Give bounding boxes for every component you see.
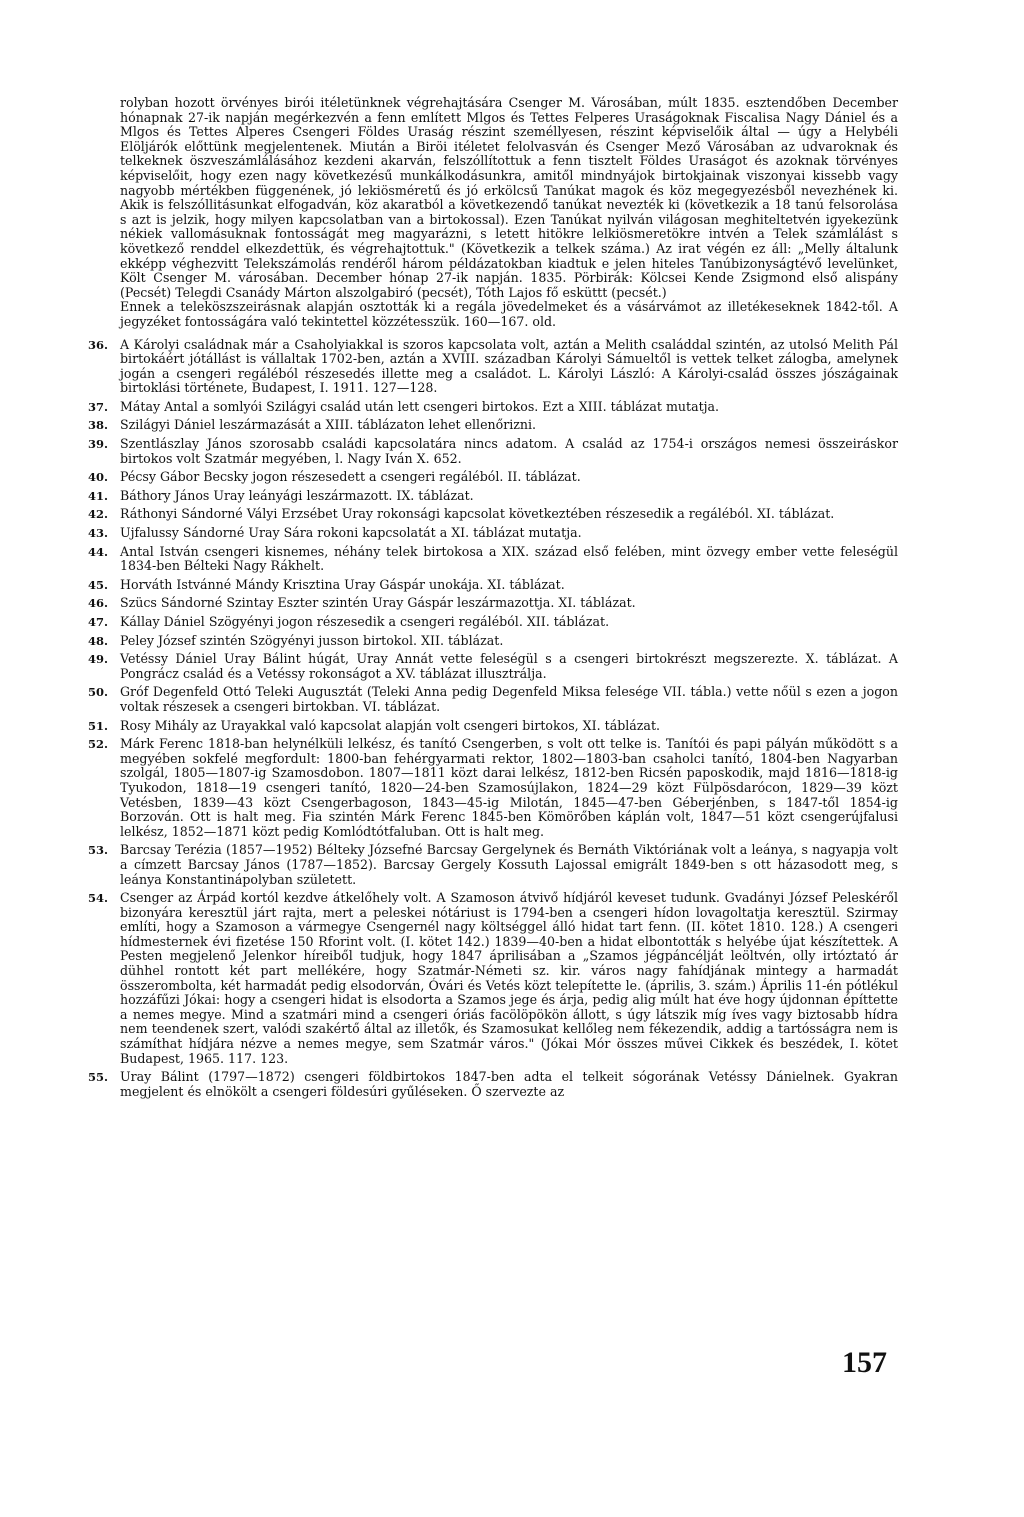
- footnote-number: 44.: [88, 544, 109, 559]
- footnote-51: [88, 717, 898, 734]
- intro-text: [120, 96, 898, 330]
- footnote-text: Horváth Istvánné Mándy Krisztina Uray Gáspár unokája. XI. táblázat.: [120, 576, 565, 592]
- footnote-text: Antal István csengeri kisnemes, néhány telek birtokosa a XIX. század első felében, mint özvegy ember vette feleségül 1834-ben Bélteki Nagy Rákhelt.: [120, 543, 898, 574]
- footnote-text: Csenger az Árpád kortól kezdve átkelőhely volt. A Szamoson átvivő hídjáról keveset tudunk. Gvadányi József Peleskéről bizonyára keresztül járt rajta, mert a peleskei nótáriust is 1794-ben a csengeri hídon lovagoltatja keresztül. Szirmay említi, hogy a Szamoson a vármegye Csengernél nagy költséggel álló hidat tart fenn. (II. kötet 1810. 128.) A csengeri hídmesternek évi fizetése 150 Rforint volt. (I. kötet 142.) 1839—40-ben a hidat elbontották s helyébe újat készítettek. A Pesten megjelenő Jelenkor híreiből tudjuk, hogy 1847 áprilisában a „Szamos jégpáncélját leöltvén, olly irtóztató ár dühhel rontott két part mellékére, hogy Szatmár-Németi sz. kir. város nagy fahídjának mintegy a harmadát összerombolta, két harmadát pedig elsodorván, Óvári és Vetés közt telepítette le. (április, 3. szám.) Április 11-én pótlékul hozzáfűzi Jókai: hogy a csengeri hidat is elsodorta a Szamos jege és árja, pedig alig múlt hat éve hogy újdonnan építtette a nemes megye. Mind a szatmári mind a csengeri óriás facölöpökön állott, s úgy látszik míg íves vagy biztosabb hídra nem teendenek szert, valódi szakértő által az illetők, és Szamosukat kellőleg nem fékezendik, addig a tartósságra nem is számíthat hídjára nézve a nemes megye, sem Szatmár város." (Jókai Mór összes művei Cikkek és beszédek, I. kötet Budapest, 1965. 117. 123.: [120, 890, 898, 1066]
- footnote-number: 55.: [88, 1070, 109, 1085]
- footnote-number: 37.: [88, 399, 109, 414]
- footnote-45: [88, 576, 898, 593]
- footnote-number: 42.: [88, 507, 109, 522]
- footnote-number: 43.: [88, 526, 109, 541]
- footnote-50: [88, 684, 898, 714]
- intro-paragraph: rolyban hozott örvényes birói itéletünknek végrehajtására Csenger M. Városában, múlt 1835. esztendőben December hónapnak 27-ik napján megérkezvén a fenn említett Mlgos és Tettes Felperes Uraságoknak Fiscalisa Nagy Dániel és a Mlgos és Tettes Alperes Csengeri Földes Uraság részint személlyesen, részint képviselőik által — úgy a Helybéli Elöljárók előttünk megjelentenek. Miután a Biröi itéletet felolvasván és Csenger Mező Városában az udvaroknak és telkeknek öszveszámlálásához kezdeni akarván, felszóllítottuk a fenn tisztelt Földes Uraságot és azoknak törvényes képviselőit, hogy ezen nagy következésű munkálkodásunkra, amitől mindnyájok birtokjainak viszonyai kissebb vagy nagyobb mértékben függenének, jó lekiösméretű és jó erkölcsű Tanúkat magok és köz megegyezésből nevezhének ki. Akik is felszóllitásunkat elfogadván, köz akaratból a következendő tanúkat nevezték ki (következik a 18 tanú felsorolása s azt is jelzik, hogy milyen kapcsolatban van a birtokossal). Ezen Tanúkat nyilván világosan meghiteltetvén igyekezünk nékiek vallomásuknak fontosságát meg magyarázni, s letett hitökre lelkiösmeretökre intvén a Telek számlálást s következő renddel elkezdettük, és végrehajtottuk." (Következik a telkek száma.) Az irat végén ez áll: „Melly általunk ekképp véghezvitt Telekszámolás rendéről három példázatokban kiadtuk e jelen hiteles Tanúbizonyságtévő levelünket, Költ Csenger M. városában. December hónap 27-ik napján. 1835. Pörbirák: Kölcsei Kende Zsigmond első alispány (Pecsét) Telegdi Csanády Márton alszolgabiró (pecsét), Tóth Lajos fő esküttt (pecsét.): [120, 95, 898, 300]
- footnote-number: 47.: [88, 615, 109, 629]
- footnote-text: Mátay Antal a somlyói Szilágyi család után lett csengeri birtokos. Ezt a XIII. táblázat mutatja.: [120, 398, 720, 414]
- page-number: 157: [842, 1346, 887, 1379]
- footnote-40: [88, 469, 898, 485]
- footnote-number: 53.: [88, 843, 109, 858]
- footnote-39: [88, 436, 898, 466]
- footnote-number: 45.: [88, 577, 109, 592]
- footnote-53: [88, 842, 898, 887]
- footnote-text: Rosy Mihály az Urayakkal való kapcsolat alapján volt csengeri birtokos, XI. táblázat.: [120, 717, 661, 733]
- document-page: [88, 95, 898, 1103]
- footnote-number: 49.: [88, 652, 109, 667]
- footnote-43: [88, 525, 898, 541]
- footnote-41: [88, 487, 898, 504]
- footnote-47: [88, 614, 898, 630]
- footnote-46: [88, 595, 898, 611]
- footnotes-list: [88, 336, 898, 1100]
- footnote-text: Pécsy Gábor Becsky jogon részesedett a csengeri regáléból. II. táblázat.: [120, 469, 581, 485]
- footnote-number: 54.: [88, 891, 109, 906]
- intro-paragraph: Ennek a teleköszszeirásnak alapján osztották ki a regála jövedelmeket és a vásárvámot az illetékeseknek 1842-től. A jegyzéket fontosságára való tekintettel közzétesszük. 160—167. old.: [120, 299, 898, 329]
- footnote-text: Szilágyi Dániel leszármazását a XIII. táblázaton lehet ellenőrizni.: [120, 417, 537, 433]
- footnote-number: 40.: [88, 470, 109, 485]
- footnote-37: [88, 398, 898, 415]
- footnote-number: 38.: [88, 418, 109, 433]
- footnote-36: [88, 336, 898, 396]
- footnote-text: Szentlászlay János szorosabb családi kapcsolatára nincs adatom. A család az 1754-i országos nemesi összeiráskor birtokos volt Szatmár megyében, l. Nagy Iván X. 652.: [120, 436, 898, 466]
- footnote-38: [88, 417, 898, 433]
- footnote-number: 48.: [88, 633, 109, 648]
- footnote-number: 50.: [88, 685, 109, 700]
- footnote-text: Márk Ferenc 1818-ban helynélküli lelkész, és tanító Csengerben, s volt ott telke is. Tanítói és papi pályán működött s a megyében sokfelé megfordult: 1800-ban fehérgyarmati rektor, 1802—1803-ban csaholci tanító, 1804-ben Nagyarban szolgál, 1805—1807-ig Szamosdobon. 1807—1811 közt darai lelkész, 1812-ben Ricsén paposkodik, majd 1816—1818-ig Tyukodon, 1818—19 csengeri tanító, 1820—24-ben Szamosújlakon, 1824—29 közt Fülpösdarócon, 1829—39 közt Vetésben, 1839—43 közt Csengerbagoson, 1843—45-ig Milotán, 1845—47-ben Géberjénben, s 1847-től 1854-ig Borzován. Ott is halt meg. Fia szintén Márk Ferenc 1845-ben Kömörőben káplán volt, 1847—51 közt csengerújfalusi lelkész, 1852—1871 közt pedig Komlódtótfaluban. Ott is halt meg.: [120, 736, 898, 839]
- footnote-text: Uray Bálint (1797—1872) csengeri földbirtokos 1847-ben adta el telkeit sógorának Vetéssy Dánielnek. Gyakran megjelent és elnökölt a csengeri földesúri gyűléseken. Ő szervezte az: [120, 1069, 898, 1099]
- footnote-text: Ujfalussy Sándorné Uray Sára rokoni kapcsolatát a XI. táblázat mutatja.: [120, 525, 582, 541]
- footnote-number: 46.: [88, 596, 109, 611]
- footnote-text: Barcsay Terézia (1857—1952) Bélteky Józsefné Barcsay Gergelynek és Bernáth Viktóriának volt a leánya, s nagyapja volt a címzett Barcsay János (1787—1852). Barcsay Gergely Kossuth Lajossal emigrált 1849-ben s ott házasodott meg, s leánya Konstantinápolyban született.: [120, 842, 898, 887]
- footnote-text: Kállay Dániel Szögyényi jogon részesedik a csengeri regáléból. XII. táblázat.: [120, 614, 610, 629]
- footnote-text: Gróf Degenfeld Ottó Teleki Augusztát (Teleki Anna pedig Degenfeld Miksa felesége VII. tábla.) vette nőül s ezen a jogon voltak részesek a csengeri birtokban. VI. táblázat.: [120, 684, 898, 714]
- footnote-text: Ráthonyi Sándorné Vályi Erzsébet Uray rokonsági kapcsolat következtében részesedik a regáléból. XI. táblázat.: [120, 506, 835, 522]
- footnote-49: [88, 651, 898, 681]
- footnote-54: [88, 890, 898, 1066]
- footnote-55: [88, 1069, 898, 1099]
- footnote-text: Vetéssy Dániel Uray Bálint húgát, Uray Annát vette feleségül s a csengeri birtokrészt megszerezte. X. táblázat. A Pongrácz család és a Vetéssy rokonságot a XV. táblázat illusztrálja.: [120, 651, 898, 681]
- footnote-text: A Károlyi családnak már a Csaholyiakkal is szoros kapcsolata volt, aztán a Melith családdal szintén, az utolsó Melith Pál birtokáért jótállást is vállaltak 1702-ben, aztán a XVIII. században Károlyi Sámueltől is vettek telket zálogba, amelynek jogán a csengeri regáléból részesedés illette meg a családot. L. Károlyi László: A Károlyi-család összes jószágainak birtoklási története, Budapest, I. 1911. 127—128.: [120, 336, 898, 396]
- footnote-number: 51.: [88, 718, 109, 733]
- footnote-number: 39.: [88, 437, 109, 452]
- footnote-number: 36.: [88, 337, 109, 352]
- footnote-number: 41.: [88, 488, 109, 503]
- footnote-text: Báthory János Uray leányági leszármazott. IX. táblázat.: [120, 487, 474, 503]
- footnote-text: Peley József szintén Szögyényi jusson birtokol. XII. táblázat.: [120, 632, 504, 648]
- footnote-52: [88, 736, 898, 839]
- footnote-44: [88, 543, 898, 574]
- footnote-48: [88, 632, 898, 649]
- footnote-number: 52.: [88, 737, 109, 752]
- footnote-text: Szücs Sándorné Szintay Eszter szintén Uray Gáspár leszármazottja. XI. táblázat.: [120, 595, 636, 611]
- footnote-42: [88, 506, 898, 522]
